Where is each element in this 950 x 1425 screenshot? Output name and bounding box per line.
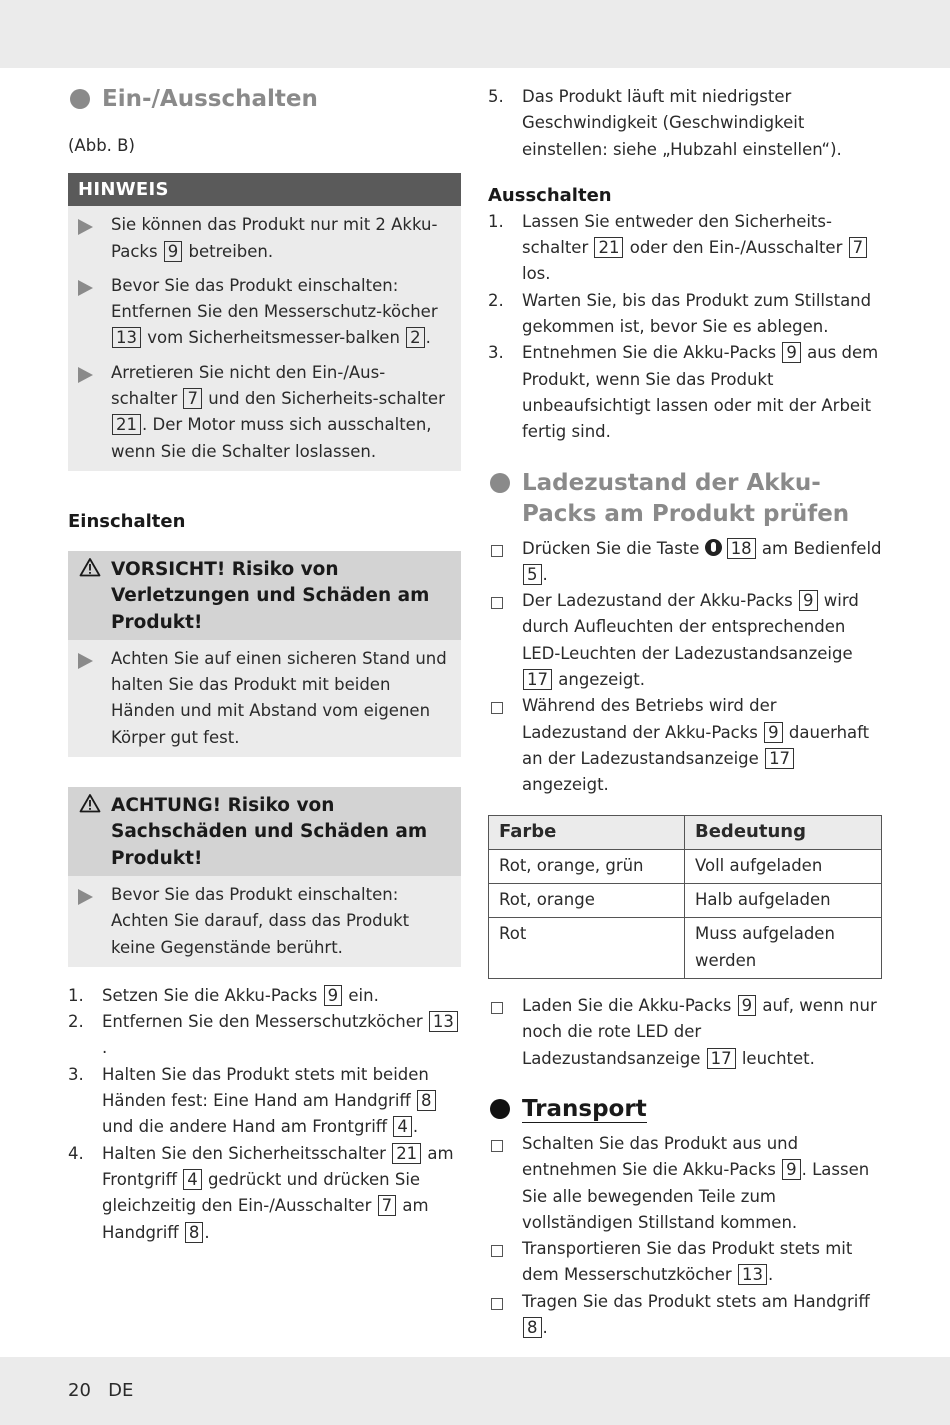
part-ref: 21 — [594, 237, 623, 258]
triangle-arrow-icon — [78, 889, 93, 905]
part-ref: 18 — [727, 538, 756, 559]
list-item: Laden Sie die Akku-Packs 9 auf, wenn nur noch die rote LED der Ladezustandsanzeige 17 leuchtet. — [488, 993, 882, 1072]
triangle-arrow-icon — [78, 280, 93, 296]
list-item: Der Ladezustand der Akku-Packs 9 wird durch Aufleuchten der entsprechenden LED-Leuchten der Ladezustandsanzeige 17 angezeigt. — [488, 588, 882, 693]
figure-reference: (Abb. B) — [68, 136, 135, 155]
table-cell: Voll aufgeladen — [685, 849, 882, 883]
einschalten-steps — [68, 983, 461, 1246]
achtung-title: ACHTUNG! Risiko von Sachschäden und Schäden am Produkt! — [68, 787, 461, 876]
step-item: 2. Warten Sie, bis das Produkt zum Stillstand gekommen ist, bevor Sie es ablegen. — [488, 290, 872, 337]
step-item: 2. Entfernen Sie den Messerschutzköcher 13. — [68, 1009, 461, 1062]
warning-triangle-icon — [79, 557, 101, 577]
ladezustand-list-2 — [488, 993, 882, 1072]
left-column — [68, 84, 461, 1246]
table-row — [489, 918, 882, 979]
step-item: 3. Halten Sie das Produkt stets mit beiden Händen fest: Eine Hand am Handgriff 8 und die andere Hand am Frontgriff 4 . — [68, 1062, 461, 1141]
step-item: 4. Halten Sie den Sicherheitsschalter 21 am Frontgriff 4 gedrückt und drücken Sie gleichzeitig den Ein-/Ausschalter 7 am Handgriff 8 . — [68, 1143, 454, 1242]
table-cell: Rot, orange, grün — [489, 849, 685, 883]
table-cell: Muss aufgeladen werden — [685, 918, 882, 979]
page-footer — [68, 1380, 133, 1401]
section-bullet-icon — [490, 1099, 510, 1119]
square-bullet-icon — [491, 702, 503, 714]
list-item: Drücken Sie die Taste 18 am Bedienfeld 5 . — [488, 536, 882, 589]
step-item: 1. Setzen Sie die Akku-Packs 9 ein. — [68, 985, 379, 1005]
square-bullet-icon — [491, 597, 503, 609]
square-bullet-icon — [491, 1298, 503, 1310]
list-item: Tragen Sie das Produkt stets am Handgriff 8 . — [488, 1289, 882, 1342]
achtung-content — [68, 876, 461, 967]
section-bullet-icon — [490, 473, 510, 493]
part-ref: 9 — [782, 342, 801, 363]
warning-triangle-icon — [79, 793, 101, 813]
table-cell: Halb aufgeladen — [685, 884, 882, 918]
part-ref: 9 — [782, 1159, 801, 1180]
right-column — [488, 84, 882, 1341]
part-ref: 9 — [738, 995, 757, 1016]
table-cell: Rot — [489, 918, 685, 979]
section-title: Transport — [522, 1095, 647, 1122]
section-bullet-icon — [70, 89, 90, 109]
part-ref: 7 — [378, 1195, 397, 1216]
part-ref: 8 — [417, 1090, 436, 1111]
part-ref: 9 — [164, 241, 183, 262]
step-item: 3. Entnehmen Sie die Akku-Packs 9 aus dem Produkt, wenn Sie das Produkt unbeaufsichtigt lassen oder mit der Arbeit fertig sind. — [488, 343, 879, 442]
part-ref: 9 — [764, 722, 783, 743]
step-item: 5. Das Produkt läuft mit niedrigster Geschwindigkeit (Geschwindigkeit einstellen: siehe „Hubzahl einstellen“). — [488, 87, 842, 159]
page-number: 20 — [68, 1380, 91, 1401]
table-cell: Rot, orange — [489, 884, 685, 918]
ausschalten-steps — [488, 209, 882, 446]
part-ref: 4 — [393, 1116, 412, 1137]
triangle-arrow-icon — [78, 219, 93, 235]
ladezustand-list — [488, 536, 882, 799]
part-ref: 5 — [523, 564, 542, 585]
subheading-einschalten: Einschalten — [68, 510, 186, 532]
achtung-item: Bevor Sie das Produkt einschalten: Achten Sie darauf, dass das Produkt keine Gegenstände berührt. — [78, 882, 451, 961]
table-header-row — [489, 815, 882, 849]
square-bullet-icon — [491, 545, 503, 557]
square-bullet-icon — [491, 1002, 503, 1014]
hinweis-item: Sie können das Produkt nur mit 2 Akku-Packs 9 betreiben. — [78, 212, 451, 265]
part-ref: 13 — [738, 1264, 767, 1285]
section-heading-transport — [488, 1094, 882, 1125]
list-item: Während des Betriebs wird der Ladezustand der Akku-Packs 9 dauerhaft an der Ladezustandsanzeige 17 angezeigt. — [488, 693, 882, 798]
table-row — [489, 884, 882, 918]
part-ref: 17 — [707, 1048, 736, 1069]
transport-list — [488, 1131, 882, 1341]
table-header-cell: Bedeutung — [685, 815, 882, 849]
triangle-arrow-icon — [78, 653, 93, 669]
part-ref: 13 — [112, 327, 141, 348]
part-ref: 8 — [523, 1317, 542, 1338]
charge-state-table — [488, 815, 882, 979]
part-ref: 4 — [183, 1169, 202, 1190]
bottom-band — [0, 1357, 950, 1425]
achtung-box — [68, 787, 461, 967]
hinweis-title: HINWEIS — [68, 173, 461, 206]
step-item: 1. Lassen Sie entweder den Sicherheits-schalter 21 oder den Ein-/Ausschalter 7 los. — [488, 209, 882, 288]
part-ref: 13 — [429, 1011, 458, 1032]
list-item: Schalten Sie das Produkt aus und entnehmen Sie die Akku-Packs 9 . Lassen Sie alle bewegenden Teile zum vollständigen Stillstand kommen. — [488, 1131, 882, 1236]
triangle-arrow-icon — [78, 367, 93, 383]
part-ref: 2 — [406, 327, 425, 348]
part-ref: 9 — [799, 590, 818, 611]
section-title: Ladezustand der Akku-Packs am Produkt prüfen — [522, 469, 850, 527]
list-item: Transportieren Sie das Produkt stets mit dem Messerschutzköcher 13 . — [488, 1236, 882, 1289]
section-heading-ein-ausschalten — [68, 84, 461, 115]
square-bullet-icon — [491, 1140, 503, 1152]
part-ref: 7 — [849, 237, 868, 258]
table-row — [489, 849, 882, 883]
part-ref: 17 — [765, 748, 794, 769]
part-ref: 17 — [523, 669, 552, 690]
section-title: Ein-/Ausschalten — [102, 86, 318, 112]
vorsicht-content — [68, 640, 461, 757]
hinweis-item: Bevor Sie das Produkt einschalten: Entfernen Sie den Messerschutz-köcher13 vom Sicherheitsmesser-balken 2 . — [78, 273, 451, 352]
hinweis-item: Arretieren Sie nicht den Ein-/Aus-schalter 7 und den Sicherheits-schalter 21 . Der Motor muss sich ausschalten, wenn Sie die Schalter loslassen. — [78, 360, 451, 465]
square-bullet-icon — [491, 1245, 503, 1257]
part-ref: 9 — [324, 985, 343, 1006]
page-language: DE — [108, 1380, 134, 1401]
part-ref: 8 — [185, 1222, 204, 1243]
part-ref: 21 — [392, 1143, 421, 1164]
top-band — [0, 0, 950, 68]
subheading-ausschalten: Ausschalten — [488, 184, 612, 206]
section-heading-ladezustand — [488, 468, 882, 530]
hinweis-content — [68, 206, 461, 471]
vorsicht-title: VORSICHT! Risiko von Verletzungen und Schäden am Produkt! — [68, 551, 461, 640]
table-header-cell: Farbe — [489, 815, 685, 849]
vorsicht-item: Achten Sie auf einen sicheren Stand und halten Sie das Produkt mit beiden Händen und mit Abstand vom eigenen Körper gut fest. — [78, 646, 451, 751]
hinweis-box — [68, 173, 461, 471]
part-ref: 7 — [183, 388, 202, 409]
vorsicht-box — [68, 551, 461, 757]
battery-button-icon — [705, 539, 722, 556]
part-ref: 21 — [112, 414, 141, 435]
